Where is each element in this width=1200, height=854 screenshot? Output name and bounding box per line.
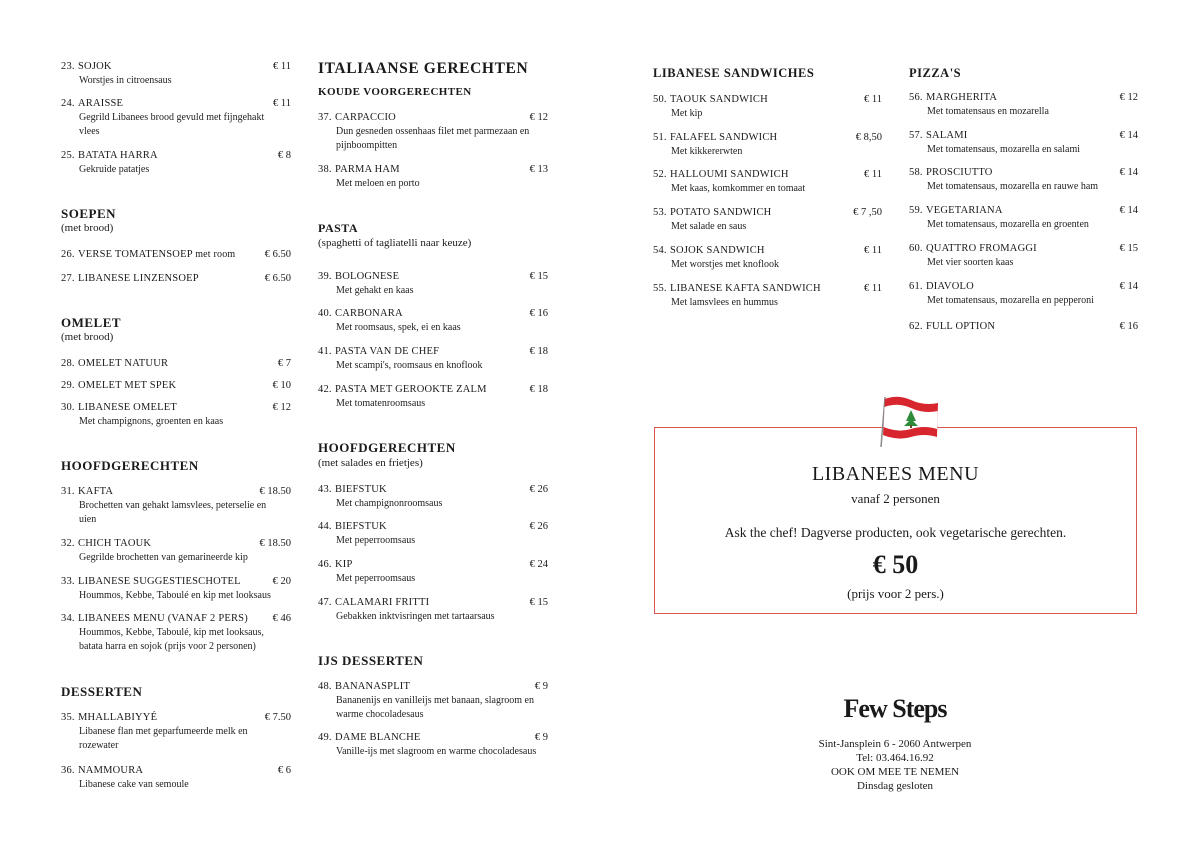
takeaway-note: OOK OM MEE TE NEMEN — [830, 766, 960, 778]
section-title-hoofdgerechten: HOOFDGERECHTEN — [61, 458, 199, 473]
menu-item: 42. PASTA MET GEROOKTE ZALM Met tomatenroomsaus € 18 — [318, 384, 548, 409]
section-title-italiaans: ITALIAANSE GERECHTEN — [318, 60, 529, 77]
menu-item: 62. FULL OPTION € 16 — [909, 321, 1138, 332]
section-title-hoofdgerechten: HOOFDGERECHTEN — [318, 440, 456, 455]
section-title-desserten: DESSERTEN — [61, 684, 143, 699]
address: Sint-Jansplein 6 - 2060 Antwerpen — [818, 738, 972, 750]
menu-item: 41. PASTA VAN DE CHEF Met scampi's, roomsaus en knoflook € 18 — [318, 346, 548, 371]
menu-item: 61. DIAVOLO Met tomatensaus, mozarella en pepperoni € 14 — [909, 281, 1138, 306]
promo-note: (prijs voor 2 pers.) — [847, 586, 944, 601]
menu-item: 47. CALAMARI FRITTI Gebakken inktvisringen met tartaarsaus € 15 — [318, 597, 548, 622]
libanees-menu-box — [654, 427, 1137, 614]
menu-item: 49. DAME BLANCHE Vanille-ijs met slagroom en warme chocoladesaus € 9 — [318, 732, 548, 757]
menu-item: 51. FALAFEL SANDWICH Met kikkererwten € 8,50 — [653, 132, 882, 157]
menu-item: 46. KIP Met peperroomsaus € 24 — [318, 559, 548, 584]
menu-item: 38. PARMA HAM Met meloen en porto € 13 — [318, 164, 548, 189]
menu-item: 26. VERSE TOMATENSOEP met room € 6.50 — [61, 249, 291, 260]
menu-item: 50. TAOUK SANDWICH Met kip € 11 — [653, 94, 882, 119]
menu-item: 55. LIBANESE KAFTA SANDWICH Met lamsvlees en hummus € 11 — [653, 283, 882, 308]
section-subtitle: (met brood) — [61, 331, 114, 343]
promo-price: € 50 — [872, 550, 919, 579]
menu-item: 33. LIBANESE SUGGESTIESCHOTEL Hoummos, Kebbe, Taboulé en kip met looksaus € 20 — [61, 576, 291, 601]
menu-item: 31. KAFTA Brochetten van gehakt lamsvlees, peterselie en uien € 18.50 — [61, 486, 291, 525]
lebanon-flag-icon — [878, 393, 940, 449]
menu-item: 60. QUATTRO FROMAGGI Met vier soorten kaas € 15 — [909, 243, 1138, 268]
menu-item: 57. SALAMI Met tomatensaus, mozarella en salami € 14 — [909, 130, 1138, 155]
menu-item: 34. LIBANEES MENU (VANAF 2 PERS) Hoummos, Kebbe, Taboulé, kip met looksaus, batata harra en sojok (prijs voor 2 personen) € 46 — [61, 613, 291, 652]
menu-item: 54. SOJOK SANDWICH Met worstjes met knoflook € 11 — [653, 245, 882, 270]
menu-item: 27. LIBANESE LINZENSOEP € 6.50 — [61, 273, 291, 284]
section-title-sandwiches: LIBANESE SANDWICHES — [653, 66, 815, 80]
menu-item: 44. BIEFSTUK Met peperroomsaus € 26 — [318, 521, 548, 546]
menu-item: 39. BOLOGNESE Met gehakt en kaas € 15 — [318, 271, 548, 296]
menu-item: 29. OMELET MET SPEK € 10 — [61, 380, 291, 391]
section-subtitle: (met salades en frietjes) — [318, 457, 423, 469]
section-title-omelet: OMELET — [61, 315, 122, 330]
promo-line: Ask the chef! Dagverse producten, ook vegetarische gerechten. — [724, 525, 1067, 540]
menu-item: 35. MHALLABIYYÉ Libanese flan met geparfumeerde melk en rozewater € 7.50 — [61, 712, 291, 751]
menu-item: 36. NAMMOURA Libanese cake van semoule € 6 — [61, 765, 291, 790]
menu-item: 56. MARGHERITA Met tomatensaus en mozarella € 12 — [909, 92, 1138, 117]
section-subtitle: KOUDE VOORGERECHTEN — [318, 86, 472, 98]
section-title-pasta: PASTA — [318, 221, 359, 235]
section-title-soepen: SOEPEN — [61, 206, 117, 221]
promo-title: LIBANEES MENU — [811, 463, 980, 485]
menu-item: 30. LIBANESE OMELET Met champignons, groenten en kaas € 12 — [61, 402, 291, 427]
section-title-ijs-desserten: IJS DESSERTEN — [318, 653, 424, 668]
menu-item: 24. ARAISSE Gegrild Libanees brood gevuld met fijngehakt vlees € 11 — [61, 98, 291, 137]
promo-subtitle: vanaf 2 personen — [851, 491, 940, 506]
menu-item: 52. HALLOUMI SANDWICH Met kaas, komkommer en tomaat € 11 — [653, 169, 882, 194]
menu-item: 28. OMELET NATUUR € 7 — [61, 358, 291, 369]
menu-item: 32. CHICH TAOUK Gegrilde brochetten van gemarineerde kip € 18.50 — [61, 538, 291, 563]
closing-day: Dinsdag gesloten — [856, 780, 934, 792]
menu-item: 59. VEGETARIANA Met tomatensaus, mozarella en groenten € 14 — [909, 205, 1138, 230]
menu-item: 53. POTATO SANDWICH Met salade en saus € 7 ,50 — [653, 207, 882, 232]
menu-item: 40. CARBONARA Met roomsaus, spek, ei en kaas € 16 — [318, 308, 548, 333]
menu-item: 37. CARPACCIO Dun gesneden ossenhaas filet met parmezaan en pijnboompitten € 12 — [318, 112, 548, 151]
phone: Tel: 03.464.16.92 — [856, 752, 934, 764]
menu-item: 43. BIEFSTUK Met champignonroomsaus € 26 — [318, 484, 548, 509]
section-title-pizzas: PIZZA'S — [909, 66, 962, 80]
brand-logo: Few Steps — [843, 694, 947, 723]
menu-item: 58. PROSCIUTTO Met tomatensaus, mozarella en rauwe ham € 14 — [909, 167, 1138, 192]
menu-item: 25. BATATA HARRA Gekruide patatjes € 8 — [61, 150, 291, 175]
menu-item: 48. BANANASPLIT Bananenijs en vanilleijs met banaan, slagroom en warme chocoladesaus € 9 — [318, 681, 548, 720]
menu-item: 23. SOJOK Worstjes in citroensaus € 11 — [61, 61, 291, 86]
section-subtitle: (spaghetti of tagliatelli naar keuze) — [318, 237, 472, 249]
section-subtitle: (met brood) — [61, 222, 114, 234]
